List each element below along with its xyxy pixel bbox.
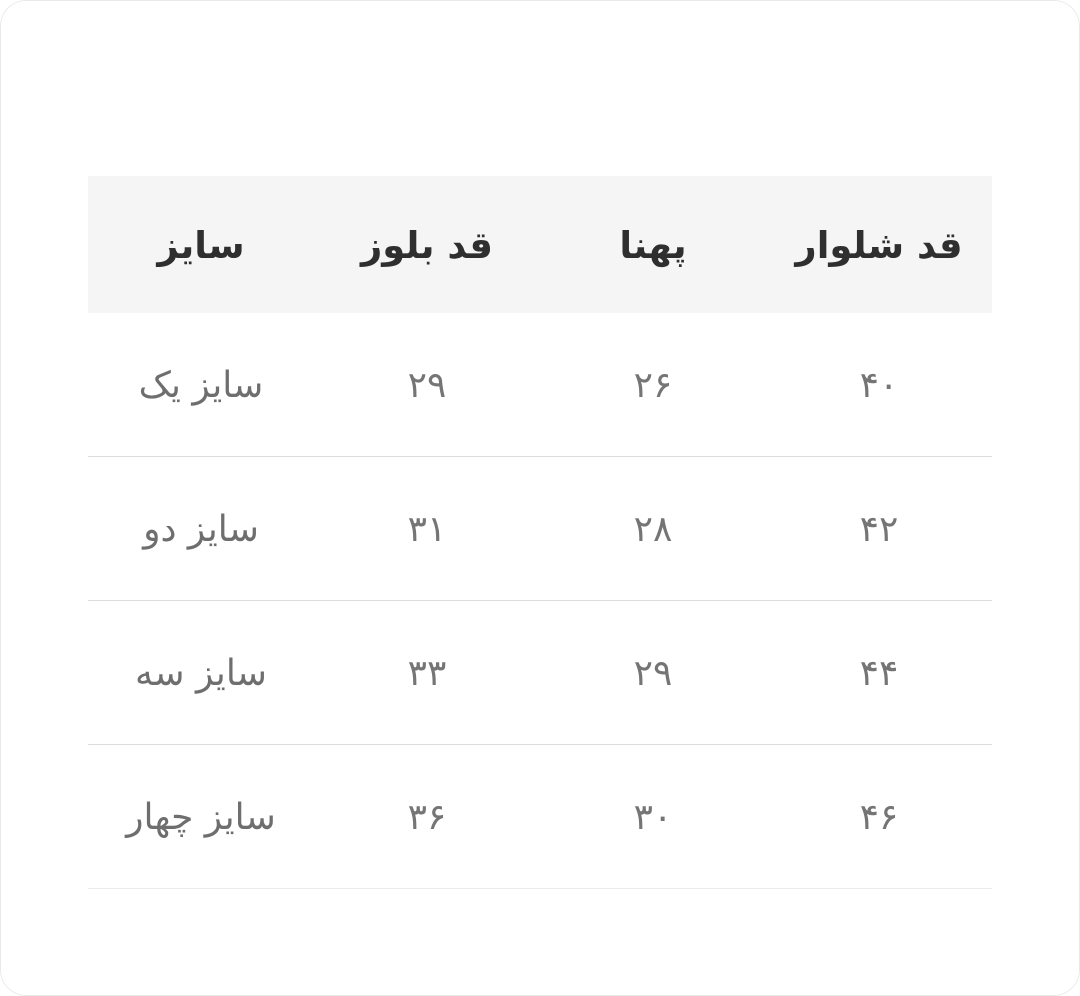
cell-size-label: سایز یک xyxy=(88,313,314,457)
table-row xyxy=(88,745,992,889)
column-header-width: پهنا xyxy=(619,224,687,267)
cell-size-label: سایز چهار xyxy=(88,745,314,889)
cell-pants-length: ۴۰ xyxy=(766,313,992,457)
table-header-row xyxy=(88,176,992,313)
table-row xyxy=(88,313,992,457)
table-row xyxy=(88,457,992,601)
cell-width: ۲۸ xyxy=(540,457,766,601)
column-header-size: سایز xyxy=(157,224,245,267)
cell-size-label: سایز دو xyxy=(88,457,314,601)
size-chart-table-container xyxy=(88,176,992,889)
cell-blouse-length: ۲۹ xyxy=(314,313,540,457)
cell-blouse-length: ۳۶ xyxy=(314,745,540,889)
table-body xyxy=(88,313,992,889)
column-header-blouse-length: قد بلوز xyxy=(361,224,493,267)
cell-blouse-length: ۳۱ xyxy=(314,457,540,601)
cell-pants-length: ۴۴ xyxy=(766,601,992,745)
cell-pants-length: ۴۲ xyxy=(766,457,992,601)
size-chart-table xyxy=(88,176,992,889)
cell-width: ۲۹ xyxy=(540,601,766,745)
cell-width: ۳۰ xyxy=(540,745,766,889)
cell-pants-length: ۴۶ xyxy=(766,745,992,889)
table-row xyxy=(88,601,992,745)
table-header xyxy=(88,176,992,313)
cell-blouse-length: ۳۳ xyxy=(314,601,540,745)
cell-width: ۲۶ xyxy=(540,313,766,457)
column-header-pants-length: قد شلوار xyxy=(795,224,963,267)
cell-size-label: سایز سه xyxy=(88,601,314,745)
